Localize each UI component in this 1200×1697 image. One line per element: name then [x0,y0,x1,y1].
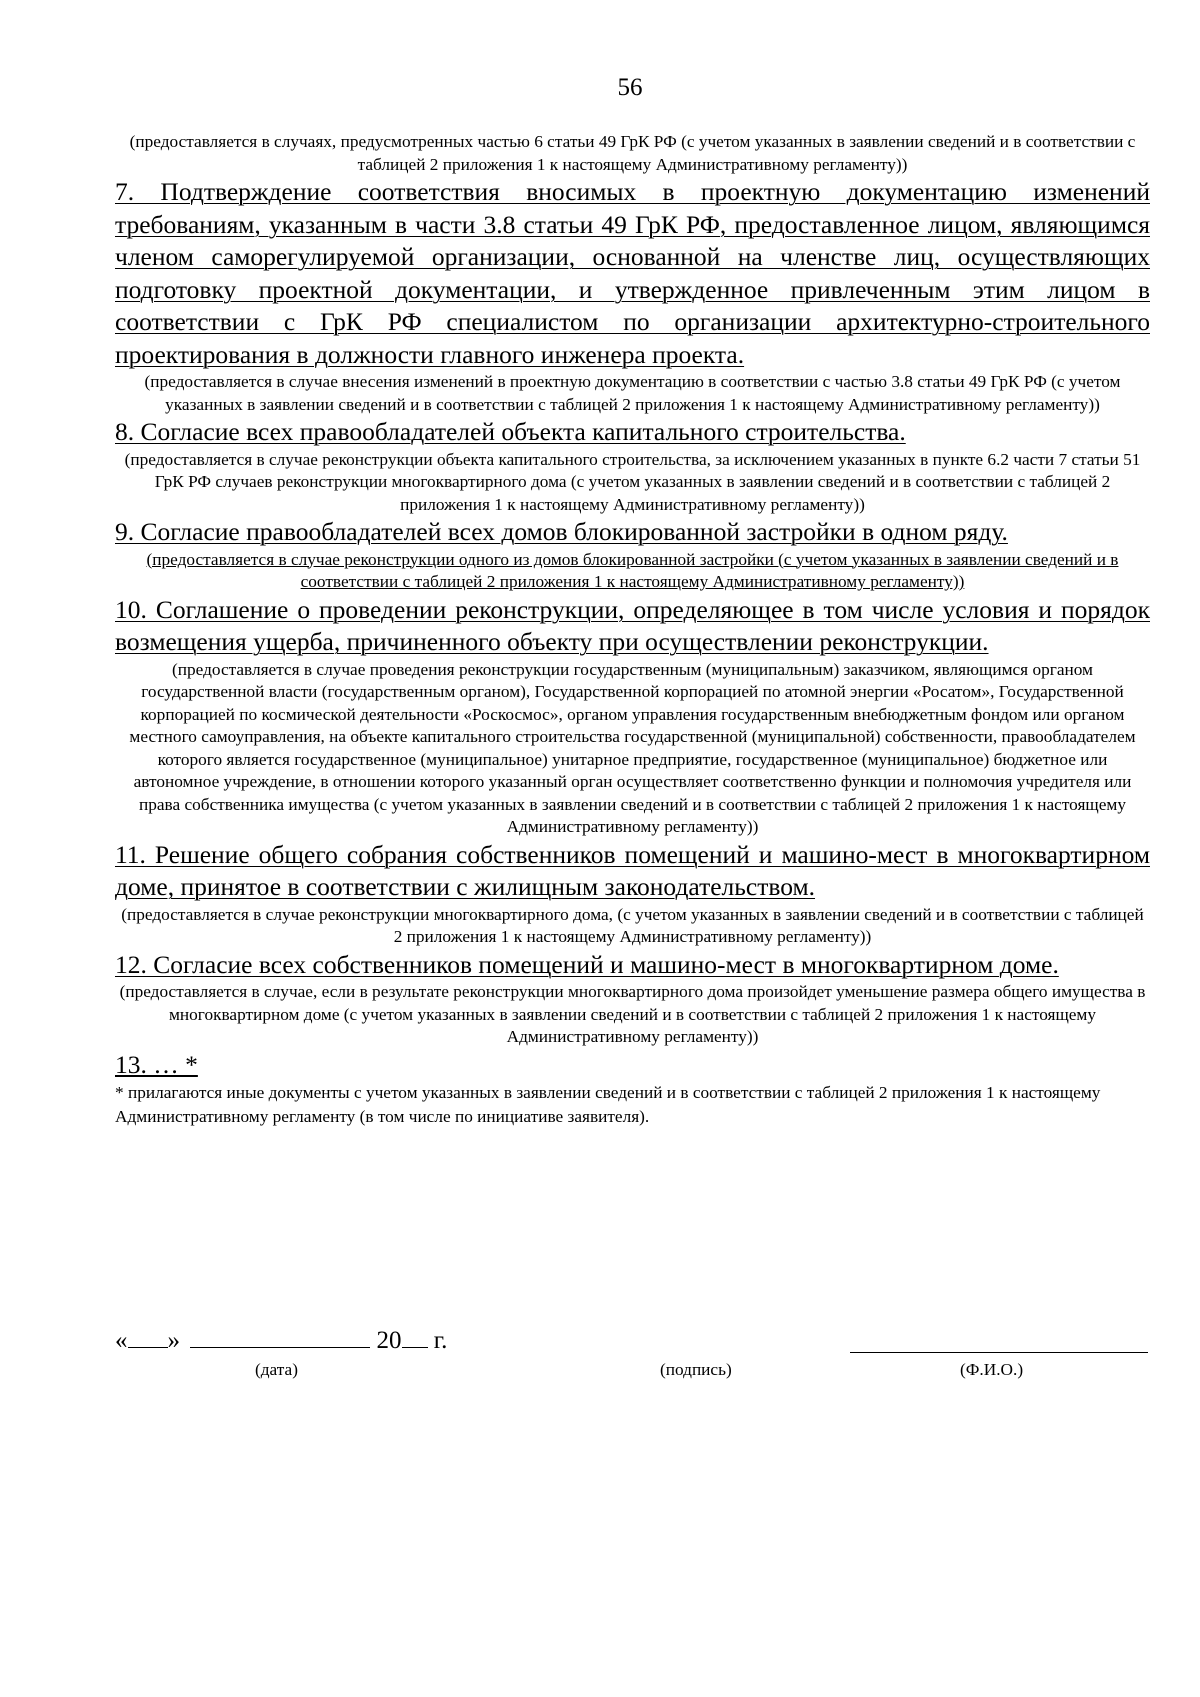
item-12: 12. Согласие всех собственников помещений и машино-мест в многоквартирном доме. [115,949,1059,979]
year-prefix: 20 [376,1327,402,1354]
note-9: (предоставляется в случае реконструкции одного из домов блокированной застройки (с учетом указанных в заявлении сведений и в соответствии с таблицей 2 приложения 1 к настоящему Административному регламенту)) [146,549,1119,591]
page-number: 56 [617,74,643,101]
note-7: (предоставляется в случае внесения изменений в проектную документацию в соответствии с частью 3.8 статьи 49 ГрК РФ (с учетом указанных в заявлении сведений и в соответствии с таблицей 2 приложения 1 к настоящему Административному регламенту)) [144,372,1121,414]
date-label: (дата) [255,1360,298,1379]
item-8: 8. Согласие всех правообладателей объекта капитального строительства. [115,417,906,446]
quote-close: » [167,1327,180,1354]
quote-open: « [115,1327,128,1354]
fio-label: (Ф.И.О.) [960,1360,1024,1379]
item-10: 10. Соглашение о проведении реконструкции, определяющее в том числе условия и порядок возмещения ущерба, причиненного объекту при осуществлении реконструкции. [115,594,1150,656]
note-11: (предоставляется в случае реконструкции многоквартирного дома, (с учетом указанных в заявлении сведений и в соответствии с таблицей 2 приложения 1 к настоящему Административному регламенту)) [121,904,1144,946]
note-10: (предоставляется в случае проведения реконструкции государственным (муниципальным) заказчиком, являющимся органом государственной власти (государственным органом), Государственной корпорацией по атомной энергии «Росатом», Государственной корпорацией по космической деятельности «Роскосмос», органом управления государственным внебюджетным фондом или органом местного самоуправления, на объекте капитального строительства государственной (муниципальной) собственности, правообладателем которого является государственное (муниципальное) унитарное предприятие, государственное (муниципальное) бюджетное или автономное учреждение, в отношении которого указанный орган осуществляет соответственно функции и полномочия учредителя или права собственника имущества (с учетом указанных в заявлении сведений и в соответствии с таблицей 2 приложения 1 к настоящему Административному регламенту)) [129,659,1136,836]
month-blank [190,1325,370,1348]
fio-line [850,1352,1148,1353]
year-blank [402,1325,428,1348]
signature-label: (подпись) [660,1360,732,1379]
day-blank [128,1325,168,1348]
note-top: (предоставляется в случаях, предусмотренных частью 6 статьи 49 ГрК РФ (с учетом указанных в заявлении сведений и в соответствии с таблицей 2 приложения 1 к настоящему Административному регламенту)) [129,132,1136,174]
item-7: 7. Подтверждение соответствия вносимых в проектную документацию изменений требованиям, указанным в части 3.8 статьи 49 ГрК РФ, предоставленное лицом, являющимся членом саморегулируемой организации, основанной на членстве лиц, осуществляющих подготовку проектной документации, и утвержденное привлеченным этим лицом в соответствии с ГрК РФ специалистом по организации архитектурно-строительного проектирования в должности главного инженера проекта. [115,177,1150,369]
note-8: (предоставляется в случае реконструкции объекта капитального строительства, за исключением указанных в пункте 6.2 части 7 статьи 51 ГрК РФ случаев реконструкции многоквартирного дома (с учетом указанных в заявлении сведений и в соответствии с таблицей 2 приложения 1 к настоящему Административному регламенту)) [124,449,1141,514]
item-11: 11. Решение общего собрания собственников помещений и машино-мест в многоквартирном доме, принятое в соответствии с жилищным законодательством. [115,839,1150,901]
item-9: 9. Согласие правообладателей всех домов блокированной застройки в одном ряду. [115,517,1008,546]
date-field [115,1325,447,1355]
note-12: (предоставляется в случае, если в результате реконструкции многоквартирного дома произойдет уменьшение размера общего имущества в многоквартирном доме (с учетом указанных в заявлении сведений и в соответствии с таблицей 2 приложения 1 к настоящему Административному регламенту)) [119,982,1146,1046]
item-13: 13. … * [115,1049,198,1079]
signature-block [115,1325,1150,1385]
document-body [115,131,1150,1129]
year-suffix: г. [427,1327,448,1354]
footnote: * прилагаются иные документы с учетом указанных в заявлении сведений и в соответствии с таблицей 2 приложения 1 к настоящему Административному регламенту (в том числе по инициативе заявителя). [115,1082,1101,1126]
